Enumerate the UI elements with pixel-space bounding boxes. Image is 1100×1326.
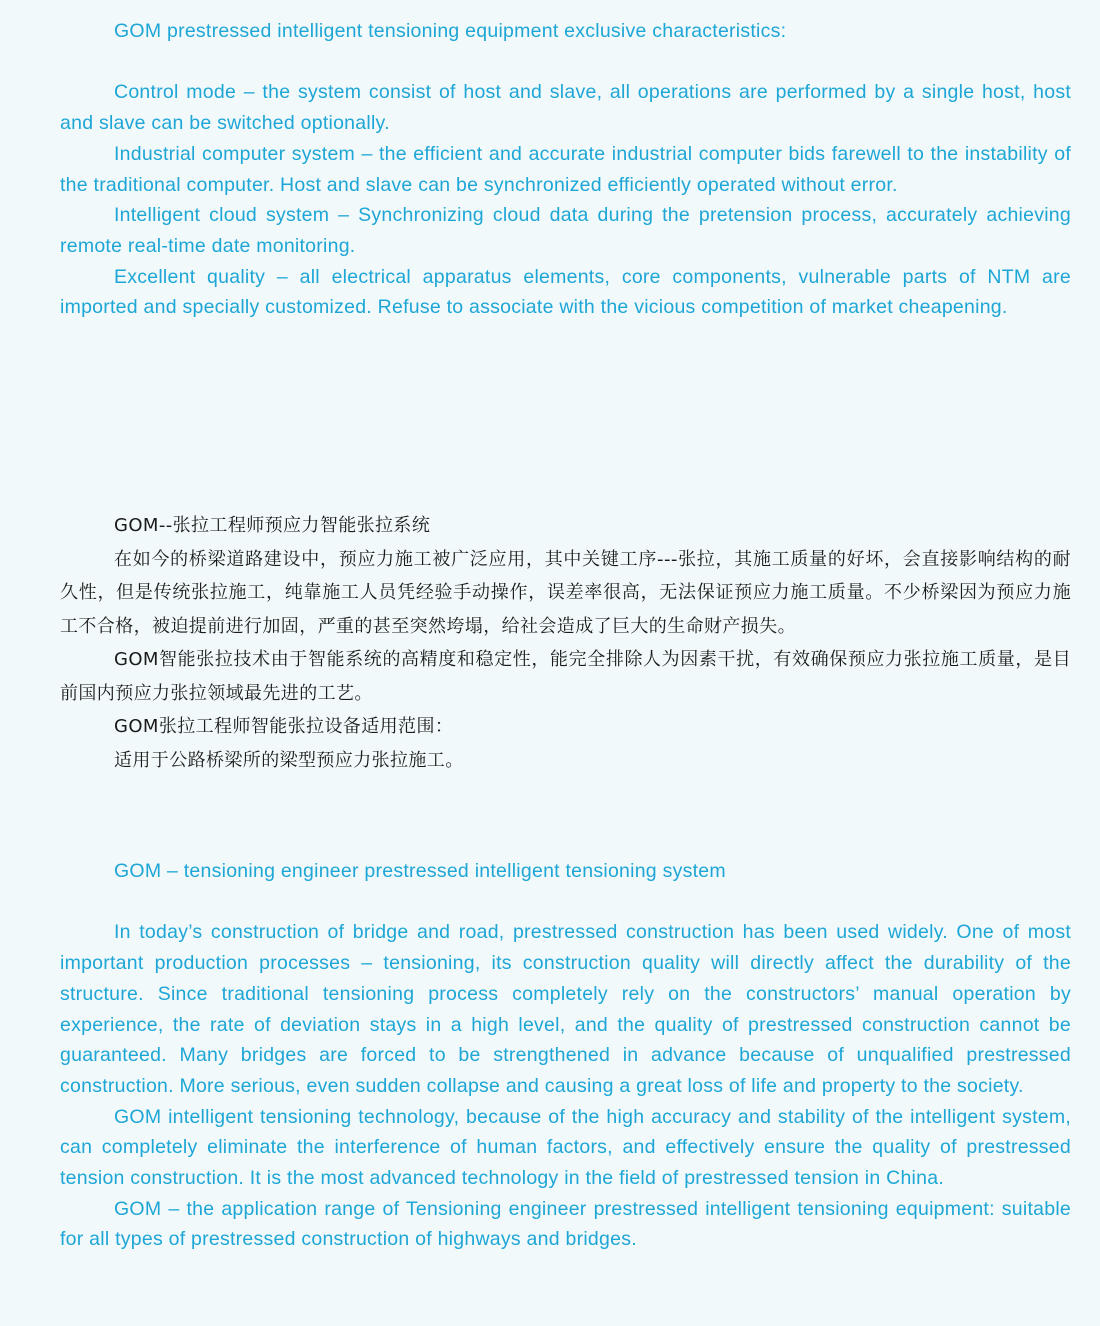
section-chinese [60,509,1071,777]
section-characteristics [60,16,1071,323]
paragraph-cloud-system: Intelligent cloud system – Synchronizing cloud data during the pretension process, accurately achieving remote real-time date monitoring. [60,204,1071,257]
paragraph-cn-scope-title: GOM张拉工程师智能张拉设备适用范围： [114,716,454,737]
spacer [60,47,1071,78]
section-title: GOM prestressed intelligent tensioning equipment exclusive characteristics: [114,20,787,42]
paragraph-cn-background: 在如今的桥梁道路建设中，预应力施工被广泛应用，其中关键工序---张拉，其施工质量的好坏，会直接影响结构的耐久性，但是传统张拉施工，纯靠施工人员凭经验手动操作，误差率很高，无法保证预应力施工质量。不少桥梁因为预应力施工不合格，被迫提前进行加固，严重的甚至突然垮塌，给社会造成了巨大的生命财产损失。 [60,548,1071,637]
spacer [60,887,1071,918]
section-system [60,856,1071,1255]
paragraph-industrial-computer: Industrial computer system – the efficient and accurate industrial computer bids farewell to the instability of the traditional computer. Host and slave can be synchronized efficiently operated without error. [60,142,1071,196]
section-title: GOM--张拉工程师预应力智能张拉系统 [114,515,431,536]
paragraph-excellent-quality: Excellent quality – all electrical apparatus elements, core components, vulnerable parts of NTM are imported and specially customized. Refuse to associate with the vicious competition of market cheapening. [60,265,1071,319]
paragraph-control-mode: Control mode – the system consist of host and slave, all operations are performed by a single host, host and slave can be switched optionally. [60,81,1071,135]
paragraph-en-background: In today’s construction of bridge and road, prestressed construction has been used widely. One of most important production processes – tensioning, its construction quality will directly affect the durability of the structure. Since traditional tensioning process completely rely on the constructors’ manual operation by experience, the rate of deviation stays in a high level, and the quality of prestressed construction cannot be guaranteed. Many bridges are forced to be strengthened in advance because of unqualified prestressed construction. More serious, even sudden collapse and causing a great loss of life and property to the society. [60,921,1071,1097]
paragraph-cn-scope: 适用于公路桥梁所的梁型预应力张拉施工。 [114,749,464,771]
paragraph-cn-technology: GOM智能张拉技术由于智能系统的高精度和稳定性，能完全排除人为因素干扰，有效确保预应力张拉施工质量，是目前国内预应力张拉领域最先进的工艺。 [60,649,1071,704]
paragraph-en-scope: GOM – the application range of Tensioning engineer prestressed intelligent tensioning equipment: suitable for all types of prestressed construction of highways and bridges. [60,1197,1071,1251]
paragraph-en-technology: GOM intelligent tensioning technology, because of the high accuracy and stability of the intelligent system, can completely eliminate the interference of human factors, and effectively ensure the quality of prestressed tension construction. It is the most advanced technology in the field of prestressed tension in China. [60,1105,1071,1190]
section-title: GOM – tensioning engineer prestressed intelligent tensioning system [114,860,726,882]
